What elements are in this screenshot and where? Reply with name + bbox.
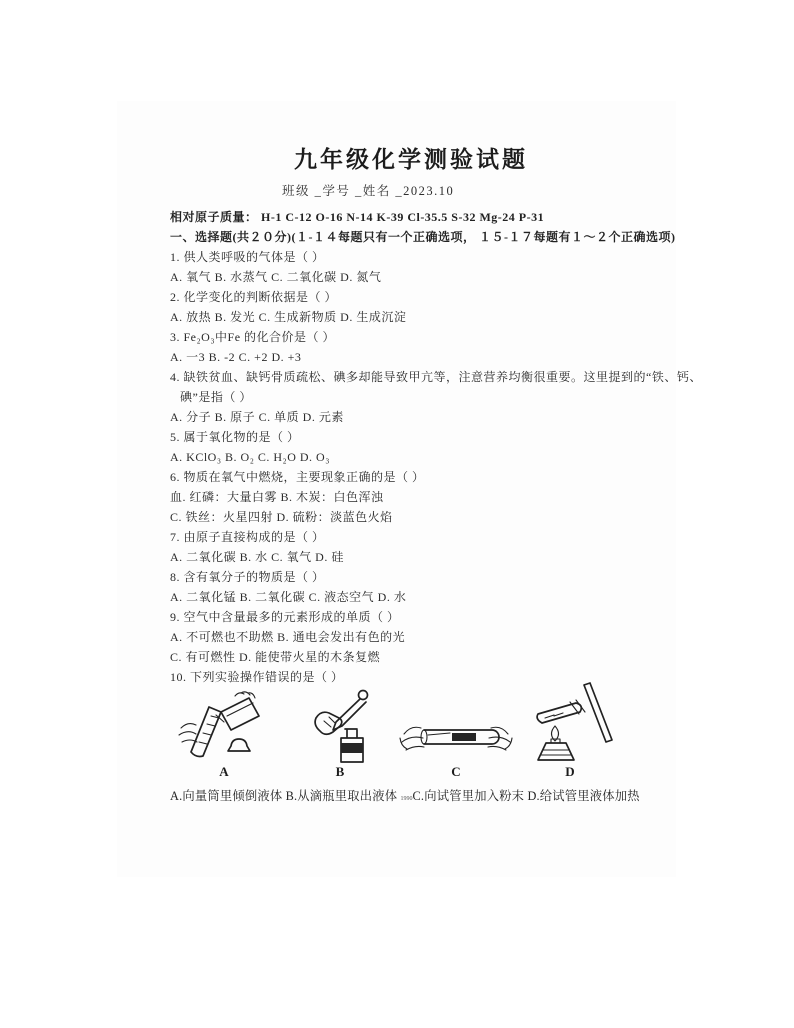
question-2: 2. 化学变化的判断依据是（ ） (170, 290, 338, 304)
section-header: 一、选择题(共２０分)(１-１４每题只有一个正确选项， １５-１７每题有１～２个正确选项) (170, 230, 676, 244)
question-6: 6. 物质在氧气中燃烧，主要现象正确的是（ ） (170, 470, 425, 484)
question-6-options-ab: 血. 红磷：大量白雾 B. 木炭：白色浑浊 (170, 490, 384, 504)
question-8: 8. 含有氧分子的物质是（ ） (170, 570, 325, 584)
figure-d (522, 680, 618, 779)
figure-caption-ab: A.向量筒里倾倒液体 B.从滴瓶里取出液体 (170, 789, 401, 803)
question-4-line2: 碘”是指（ ） (180, 390, 252, 404)
question-4-line1: 4. 缺铁贫血、缺钙骨质疏松、碘多却能导致甲亢等，注意营养均衡很重要。这里提到的“铁、钙、 (170, 370, 702, 384)
figure-c-label: C (451, 764, 461, 779)
question-9-options-ab: A. 不可燃也不助燃 B. 通电会发出有色的光 (170, 630, 406, 644)
figure-caption-cd: C.向试管里加入粉末 D.给试管里液体加热 (412, 789, 640, 803)
question-10: 10. 下列实验操作错误的是（ ） (170, 670, 344, 684)
figure-d-label: D (565, 764, 575, 779)
figure-caption-small-text: 1990 (400, 796, 413, 802)
heat-test-tube-over-lamp-icon (524, 680, 616, 764)
figure-c (394, 706, 518, 779)
question-5-options: A. KClO₃ B. O₂ C. H₂O D. O₃ (170, 450, 330, 464)
figure-b-label: B (335, 764, 345, 779)
student-info-line: 班级 _学号 _姓名 _2023.10 (282, 184, 455, 198)
question-2-options: A. 放热 B. 发光 C. 生成新物质 D. 生成沉淀 (170, 310, 407, 324)
test-paper-content (170, 141, 702, 804)
question-10-figures (170, 689, 652, 779)
atomic-mass-line: 相对原子质量： H-1 C-12 O-16 N-14 K-39 Cl-35.5 S-32 Mg-24 P-31 (170, 210, 545, 224)
figure-b (294, 688, 386, 779)
question-1-options: A. 氧气 B. 水蒸气 C. 二氧化碳 D. 氮气 (170, 270, 382, 284)
test-paper-sheet (117, 101, 702, 877)
question-8-options: A. 二氧化锰 B. 二氧化碳 C. 液态空气 D. 水 (170, 590, 407, 604)
question-5: 5. 属于氧化物的是（ ） (170, 430, 300, 444)
question-9-options-cd: C. 有可燃性 D. 能使带火星的木条复燃 (170, 650, 381, 664)
question-1: 1. 供人类呼吸的气体是（ ） (170, 250, 325, 264)
add-powder-to-test-tube-icon (396, 706, 516, 764)
page-title: 九年级化学测验试题 (294, 147, 528, 172)
question-7-options: A. 二氧化碳 B. 水 C. 氧气 D. 硅 (170, 550, 344, 564)
question-7: 7. 由原子直接构成的是（ ） (170, 530, 325, 544)
question-4-options: A. 分子 B. 原子 C. 单质 D. 元素 (170, 410, 344, 424)
figure-a (170, 690, 278, 779)
question-9: 9. 空气中含量最多的元素形成的单质（ ） (170, 610, 400, 624)
figure-caption (170, 786, 652, 804)
question-3: 3. Fe₂O₃中Fe 的化合价是（ ） (170, 330, 336, 344)
question-3-options: A. 一3 B. -2 C. +2 D. +3 (170, 350, 302, 364)
question-6-options-cd: C. 铁丝：火星四射 D. 硫粉：淡蓝色火焰 (170, 510, 393, 524)
pour-into-graduated-cylinder-icon (175, 690, 273, 764)
dropper-bottle-icon (300, 688, 380, 764)
figure-a-label: A (219, 764, 229, 779)
